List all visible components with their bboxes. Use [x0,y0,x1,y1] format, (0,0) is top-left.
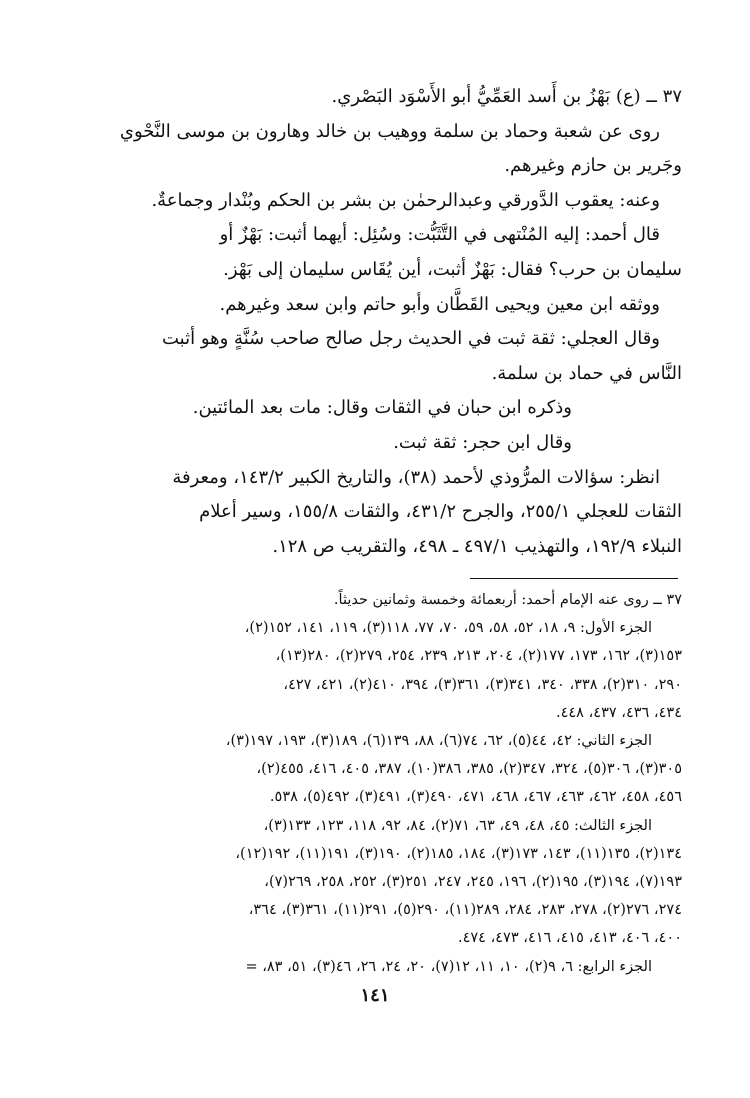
entry-line: وجَرير بن حازم وغيرهم. [504,155,682,177]
footnote-line: الجزء الرابع: ٦، ٩(٢)، ١٠، ١١، ١٢(٧)، ٢٠، ٢٤، ٢٦، ٤٦(٣)، ٥١، ٨٣، = [245,958,652,975]
entry-line: روى عن شعبة وحماد بن سلمة ووهيب بن خالد وهارون بن موسى النَّحْوي [119,120,660,142]
footnote-line: ٤٥٦، ٤٥٨، ٤٦٢، ٤٦٣، ٤٦٧، ٤٦٨، ٤٧١، ٤٩٠(٣)، ٤٩١(٣)، ٤٩٢(٥)، ٥٣٨. [269,789,682,806]
entry-line: سليمان بن حرب؟ فقال: بَهْزٌ أثبت، أين يُقَاس سليمان إلى بَهْز. [223,258,682,280]
references-line: انظر: سؤالات المرُّوذي لأحمد (٣٨)، والتاريخ الكبير ١٤٣/٢، ومعرفة [172,466,660,488]
page-number: ١٤١ [360,985,390,1006]
footnote-line: ٢٧٤، ٢٧٦(٢)، ٢٧٨، ٢٨٣، ٢٨٤، ٢٨٩(١١)، ٢٩٠(٥)، ٢٩١(١١)، ٣٦١(٣)، ٣٦٤، [248,902,682,919]
entry-line: وذكره ابن حبان في الثقات وقال: مات بعد المائتين. [192,397,572,419]
entry-heading: ٣٧ ــ (ع) بَهْزُ بن أَسد العَمِّيُّ أبو الأَسْوَد البَصْري. [331,86,682,107]
references-line: الثقات للعجلي ٢٥٥/١، والجرح ٤٣١/٢، والثقات ١٥٥/٨، وسير أعلام [199,501,682,523]
entry-line: ووثقه ابن معين ويحيى القَطَّان وأبو حاتم وابن سعد وغيرهم. [219,293,660,315]
footnote-line: ١٩٣(٧)، ١٩٤(٣)، ١٩٥(٢)، ١٩٦، ٢٤٥، ٢٤٧، ٢٥١(٣)، ٢٥٢، ٢٥٨، ٢٦٩(٧)، [264,874,682,891]
footnote-line: ٤٠٠، ٤٠٦، ٤١٣، ٤١٥، ٤١٦، ٤٧٣، ٤٧٤. [457,930,682,947]
entry-line: وقال العجلي: ثقة ثبت في الحديث رجل صالح صاحب سُنَّةٍ وهو أثبت [162,328,660,350]
references-line: النبلاء ١٩٢/٩، والتهذيب ٤٩٧/١ ـ ٤٩٨، والتقريب ص ١٢٨. [272,535,682,557]
footnote [70,586,682,981]
footnote-line: ١٣٤(٢)، ١٣٥(١١)، ١٤٣، ١٧٣(٣)، ١٨٤، ١٨٥(٢)، ١٩٠(٣)، ١٩١(١١)، ١٩٢(١٢)، [235,845,682,862]
biography-entry [78,80,682,564]
footnote-line: الجزء الثاني: ٤٢، ٤٤(٥)، ٦٢، ٧٤(٦)، ٨٨، ١٣٩(٦)، ١٨٩(٣)، ١٩٣، ١٩٧(٣)، [225,733,652,750]
entry-line: قال أحمد: إليه المُنْتهى في التَّثَبُّت: وسُئِل: أيهما أثبت: بَهْزٌ أو [219,224,660,246]
footnote-line: ٤٣٤، ٤٣٦، ٤٣٧، ٤٤٨. [556,704,682,721]
footnote-line: ١٥٣(٣)، ١٦٢، ١٧٣، ١٧٧(٢)، ٢٠٤، ٢١٣، ٢٣٩، ٢٥٤، ٢٧٩(٢)، ٢٨٠(١٣)، [275,648,682,665]
entry-line: وقال ابن حجر: ثقة ثبت. [393,431,572,453]
footnote-heading: ٣٧ ــ روى عنه الإمام أحمد: أربعمائة وخمسة وثمانين حديثاً. [333,592,682,608]
footnote-line: الجزء الأول: ٩، ١٨، ٥٢، ٥٨، ٥٩، ٧٠، ٧٧، ١١٨(٣)، ١١٩، ١٤١، ١٥٢(٢)، [244,620,652,637]
footnote-separator [470,578,678,579]
entry-line: وعنه: يعقوب الدَّورقي وعبدالرحمٰن بن بشر بن الحكم وبُنْدار وجماعةٌ. [151,189,660,211]
entry-line: النَّاس في حماد بن سلمة. [491,362,682,384]
footnote-line: ٣٠٥(٣)، ٣٠٦(٥)، ٣٢٤، ٣٤٧(٢)، ٣٨٥، ٣٨٦(١٠)، ٣٨٧، ٤٠٥، ٤١٦، ٤٥٥(٢)، [256,761,682,778]
footnote-line: الجزء الثالث: ٤٥، ٤٨، ٤٩، ٦٣، ٧١(٢)، ٨٤، ٩٢، ١١٨، ١٢٣، ١٣٣(٣)، [263,817,652,834]
footnote-line: ٢٩٠، ٣١٠(٢)، ٣٣٨، ٣٤٠، ٣٤١(٣)، ٣٦١(٣)، ٣٩٤، ٤١٠(٢)، ٤٢١، ٤٢٧، [283,676,682,693]
